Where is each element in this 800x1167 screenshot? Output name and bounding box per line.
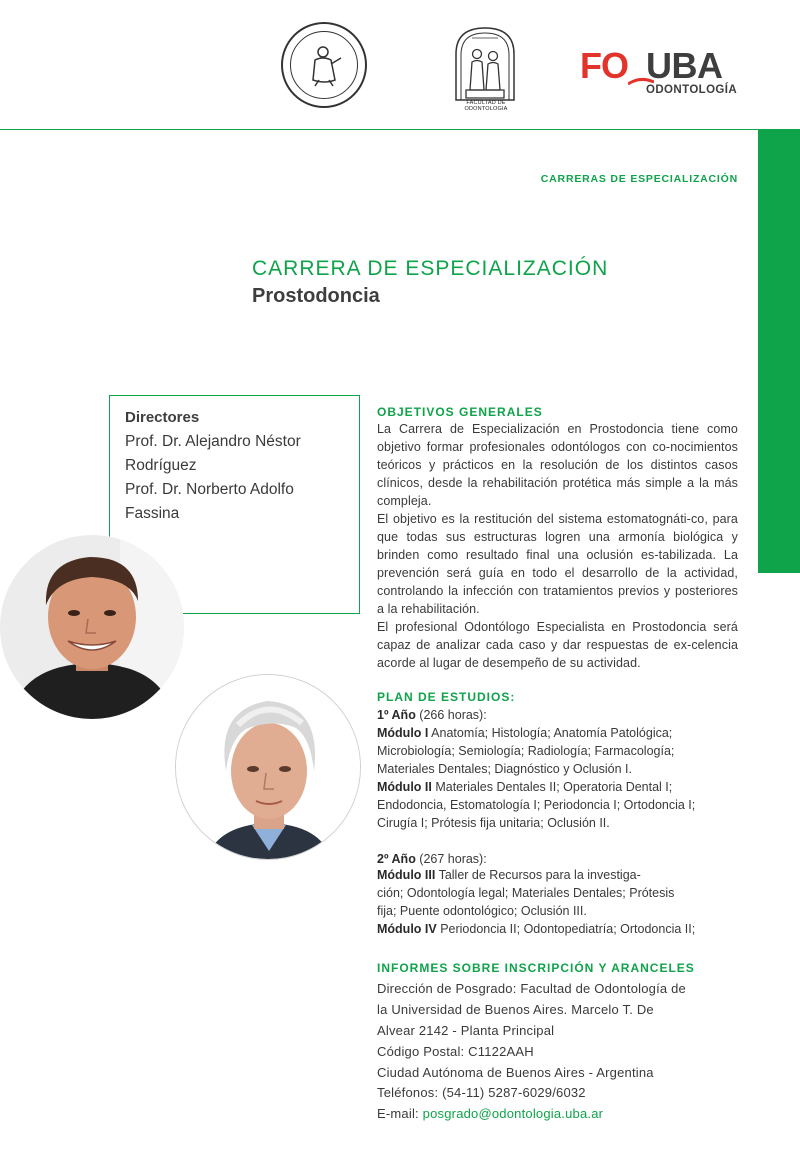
director-line: Prof. Dr. Alejandro Néstor (125, 433, 301, 450)
plan-module-line: ción; Odontología legal; Materiales Dentales; Prótesis (377, 886, 675, 900)
year-hours: (267 horas): (415, 852, 487, 866)
year-label: 2º Año (377, 852, 416, 866)
plan-module-line: Materiales Dentales; Diagnóstico y Oclusión I. (377, 762, 632, 776)
module-label: Módulo IV (377, 922, 437, 936)
objetivos-paragraph-2: El objetivo es la restitución del sistema estomatognáti-co, para que todas sus estructuras logren una armonía biológica y brinden como resultado final una oclusión es-tabilizada. La prevención será guía en todo el desarrollo de la actividad, controlando la infección con tratamientos previos y posteriores a la rehabilitación. (377, 512, 738, 616)
plan-module-line (377, 920, 747, 938)
module-text: Anatomía; Histología; Anatomía Patológica; (428, 726, 673, 740)
objetivos-heading: OBJETIVOS GENERALES (377, 405, 543, 419)
objetivos-paragraph-1: La Carrera de Especialización en Prostodoncia tiene como objetivo formar profesionales odontólogos con co-nocimientos teóricos y prácticos en la resolución de los distintos casos clínicos, desde la rehabilitación protética más simple a la más compleja. (377, 422, 738, 508)
module-text: Materiales Dentales II; Operatoria Dental I; (431, 780, 673, 794)
plan-heading: PLAN DE ESTUDIOS: (377, 690, 516, 704)
fo-seal-label: FACULTAD DE ODONTOLOGIA (464, 100, 508, 112)
page-title-specialty: Prostodoncia (252, 285, 380, 307)
director-photo-rodriguez (0, 535, 184, 719)
plan-module-line: Cirugía I; Prótesis fija unitaria; Oclusión II. (377, 816, 610, 830)
fouba-brand-logo (580, 46, 740, 106)
plan-module-line: fija; Puente odontológico; Oclusión III. (377, 904, 587, 918)
director-line: Fassina (125, 505, 180, 522)
year-hours: (266 horas): (415, 708, 487, 722)
module-label: Módulo I (377, 726, 429, 740)
director-line: Rodríguez (125, 457, 197, 474)
module-label: Módulo II (377, 780, 432, 794)
plan-year-1 (377, 706, 747, 724)
email-link[interactable]: posgrado@odontologia.uba.ar (422, 1106, 604, 1121)
brand-uba-text: UBA (646, 45, 723, 86)
page-title-category: CARRERA DE ESPECIALIZACIÓN (252, 257, 609, 280)
header-divider (0, 129, 800, 130)
seal-figure-icon (305, 44, 345, 88)
plan-module-line (377, 778, 747, 796)
directors-heading: Directores (125, 409, 200, 426)
plan-module-line: Endodoncia, Estomatología I; Periodoncia I; Ortodoncia I; (377, 798, 696, 812)
director-line: Prof. Dr. Norberto Adolfo (125, 481, 294, 498)
plan-module-line (377, 724, 747, 742)
informes-line: Alvear 2142 - Planta Principal (377, 1023, 555, 1038)
informes-line: la Universidad de Buenos Aires. Marcelo T. De (377, 1002, 654, 1017)
fo-seal-logo (452, 24, 518, 108)
informes-line: Dirección de Posgrado: Facultad de Odontología de (377, 981, 686, 996)
module-text: Taller de Recursos para la investiga- (435, 868, 641, 882)
uba-seal-logo (281, 22, 367, 108)
green-side-bar (758, 130, 800, 573)
module-text: Periodoncia II; Odontopediatría; Ortodoncia II; (436, 922, 696, 936)
year-label: 1º Año (377, 708, 416, 722)
plan-module-line (377, 866, 747, 884)
director-photo-fassina (175, 674, 361, 860)
phone-line: Teléfonos: (54-11) 5287-6029/6032 (377, 1085, 586, 1100)
brand-subtitle: ODONTOLOGÍA (646, 84, 738, 96)
brand-fo-text: FO (580, 45, 628, 86)
module-label: Módulo III (377, 868, 436, 882)
plan-module-line: Microbiología; Semiología; Radiología; Farmacología; (377, 744, 675, 758)
informes-heading: INFORMES SOBRE INSCRIPCIÓN Y ARANCELES (377, 961, 695, 975)
email-label: E-mail: (377, 1106, 423, 1121)
informes-line: Ciudad Autónoma de Buenos Aires - Argentina (377, 1065, 654, 1080)
objetivos-paragraph-3: El profesional Odontólogo Especialista en Prostodoncia será capaz de analizar cada caso y dar respuestas de ex-celencia acorde al lugar de desempeño de su actividad. (377, 620, 738, 670)
email-line (377, 1104, 747, 1124)
informes-line: Código Postal: C1122AAH (377, 1044, 534, 1059)
section-tag: CARRERAS DE ESPECIALIZACIÓN (540, 173, 738, 185)
